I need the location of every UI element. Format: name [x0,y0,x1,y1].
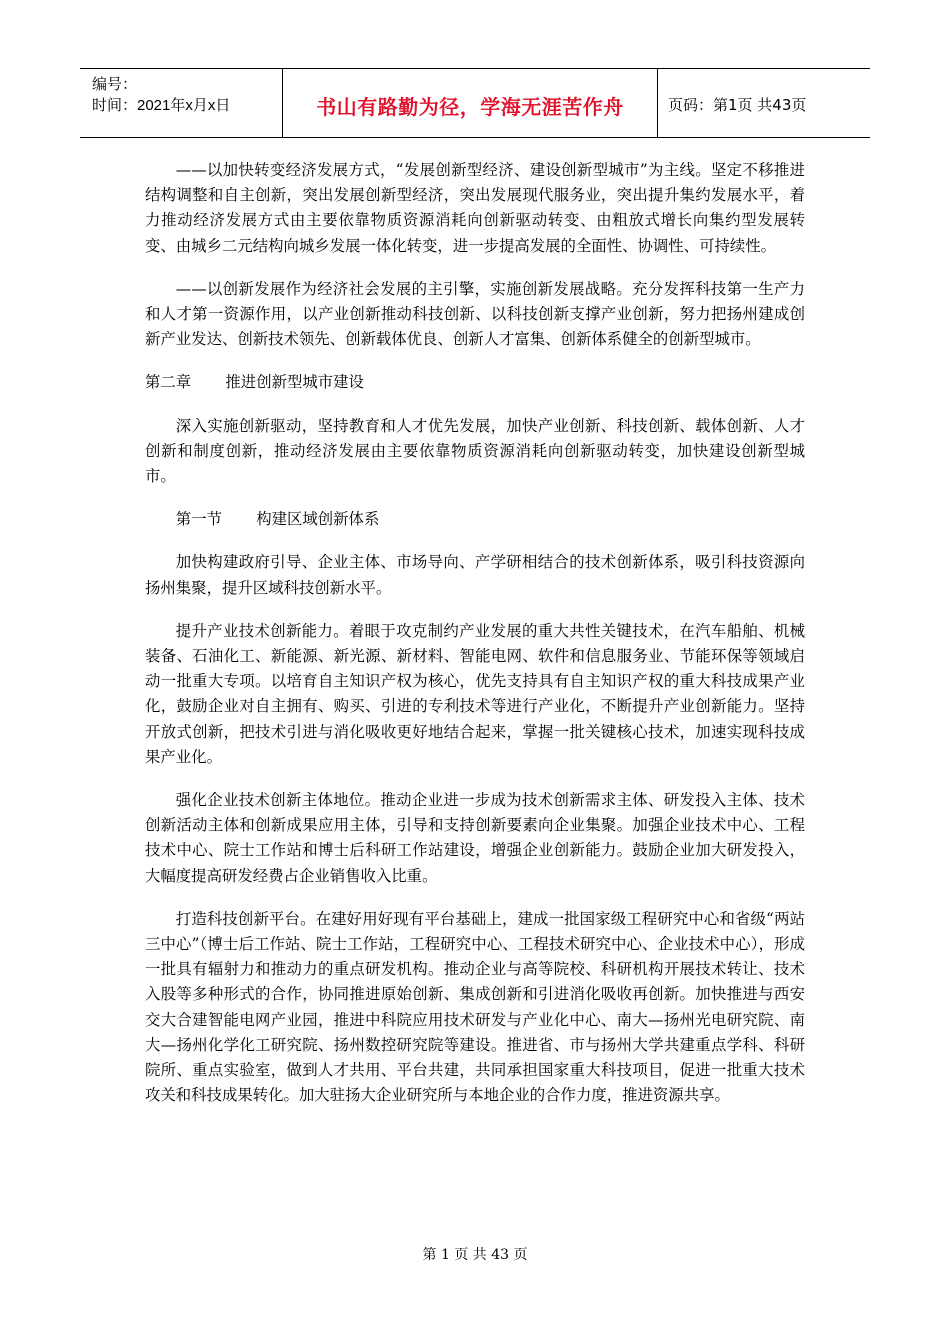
document-number-label: 编号： [92,76,138,93]
header-meta-cell [80,69,283,137]
header-motto-cell [283,69,658,137]
paragraph-2: ——以创新发展作为经济社会发展的主引擎，实施创新发展战略。充分发挥科技第一生产力和人才第一资源作用，以产业创新推动科技创新、以科技创新支撑产业创新，努力把扬州建成创新产业发达、创新技术领先、创新载体优良、创新人才富集、创新体系健全的创新型城市。 [145,279,805,349]
paragraph-6: 强化企业技术创新主体地位。推动企业进一步成为技术创新需求主体、研发投入主体、技术创新活动主体和创新成果应用主体，引导和支持创新要素向企业集聚。加强企业技术中心、工程技术中心、院士工作站和博士后科研工作站建设，增强企业创新能力。鼓励企业加大研发投入，大幅度提高研发经费占企业销售收入比重。 [145,791,805,885]
document-time-label: 时间：2021年x月x日 [92,97,231,114]
paragraph-5: 提升产业技术创新能力。着眼于攻克制约产业发展的重大共性关键技术，在汽车船舶、机械装备、石油化工、新能源、新光源、新材料、智能电网、软件和信息服务业、节能环保等领域启动一批重大专项。以培育自主知识产权为核心，优先支持具有自主知识产权的重大科技成果产业化，鼓励企业对自主拥有、购买、引进的专利技术等进行产业化，不断提升产业创新能力。坚持开放式创新，把技术引进与消化吸收更好地结合起来，掌握一批关键核心技术，加速实现科技成果产业化。 [145,621,805,766]
chapter-heading: 第二章 推进创新型城市建设 [145,373,364,392]
header-table [80,68,870,138]
section-heading: 第一节 构建区域创新体系 [175,510,380,529]
header-motto: 书山有路勤为径，学海无涯苦作舟 [316,95,624,119]
paragraph-4: 加快构建政府引导、企业主体、市场导向、产学研相结合的技术创新体系，吸引科技资源向扬州集聚，提升区域科技创新水平。 [145,553,805,597]
page-footer: 第 1 页 共 43 页 [422,1247,528,1263]
paragraph-1: ——以加快转变经济发展方式，“发展创新型经济、建设创新型城市”为主线。坚定不移推进结构调整和自主创新，突出发展创新型经济，突出发展现代服务业，突出提升集约发展水平，着力推动经济发展方式由主要依靠物质资源消耗向创新驱动转变、由粗放式增长向集约型发展转变、由城乡二元结构向城乡发展一体化转变，进一步提高发展的全面性、协调性、可持续性。 [145,161,805,255]
paragraph-7: 打造科技创新平台。在建好用好现有平台基础上，建成一批国家级工程研究中心和省级“两站三中心”（博士后工作站、院士工作站，工程研究中心、工程技术研究中心、企业技术中心），形成一批具有辐射力和推动力的重点研发机构。推动企业与高等院校、科研机构开展技术转让、技术入股等多种形式的合作，协同推进原始创新、集成创新和引进消化吸收再创新。加快推进与西安交大合建智能电网产业园，推进中科院应用技术研发与产业化中心、南大—扬州光电研究院、南大—扬州化学化工研究院、扬州数控研究院等建设。推进省、市与扬州大学共建重点学科、科研院所、重点实验室，做到人才共用、平台共建，共同承担国家重大科技项目，促进一批重大技术攻关和科技成果转化。加大驻扬大企业研究所与本地企业的合作力度，推进资源共享。 [145,909,805,1105]
header-page-info: 页码：第1页 共43页 [668,96,807,114]
document-body [145,158,805,1127]
header-page-cell [658,69,870,137]
paragraph-3: 深入实施创新驱动，坚持教育和人才优先发展，加快产业创新、科技创新、载体创新、人才创新和制度创新，推动经济发展由主要依靠物质资源消耗向创新驱动转变，加快建设创新型城市。 [145,416,805,486]
